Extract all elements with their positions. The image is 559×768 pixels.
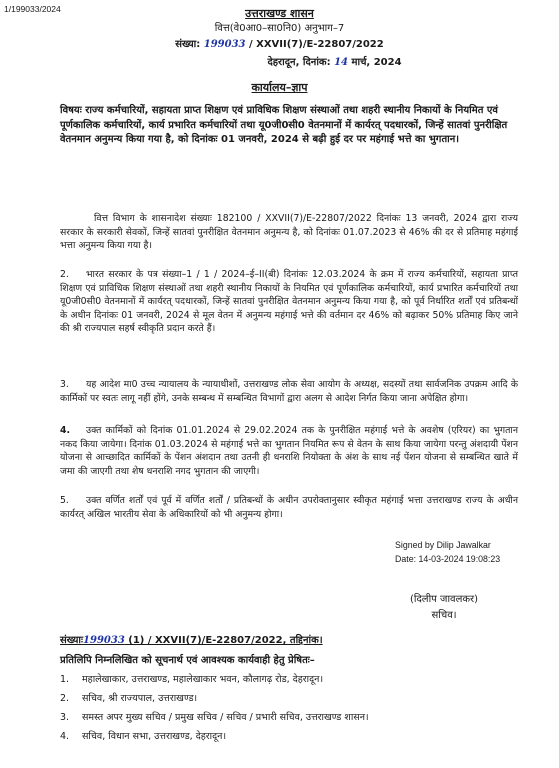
copy-ref-suffix: (1) / XXVII(7)/E-22807/2022, तद्दिनांक। (124, 635, 323, 646)
paragraph-number: 4. (60, 425, 71, 436)
copy-heading: प्रतिलिपि निम्नलिखित को सूचनार्थ एवं आवश्यक कार्यवाही हेतु प्रेषितः– (60, 655, 315, 666)
paragraph-4 (60, 424, 518, 478)
paragraph-2 (60, 268, 518, 336)
reference-number (0, 36, 559, 50)
paragraph-3 (60, 378, 518, 405)
place-date-prefix: देहरादून, दिनांक: (267, 57, 331, 68)
paragraph-number: 3. (60, 379, 69, 390)
document-id: 1/199033/2024 (4, 4, 61, 14)
signature-date: Date: 14-03-2024 19:08:23 (395, 554, 501, 564)
paragraph-5 (60, 494, 518, 521)
handwritten-date: 14 (334, 57, 349, 68)
paragraph-number: 2. (60, 269, 69, 280)
paragraph-text: वित्त विभाग के शासनादेश संख्याः 182100 / XXVII(7)/E-22807/2022 दिनांकः 13 जनवरी, 2024 द्वारा राज्य सरकार के सरकारी सेवकों, जिन्हें सातवां पुनरीक्षित वेतनमान अनुमन्य है, को दिनांकः 01.07.2023 से 46% की दर से प्रतिमाह महंगाई भत्ता अनुमन्य किया गया है। (60, 213, 518, 252)
reference-prefix: संख्या: (175, 39, 201, 50)
digital-signature-block (395, 538, 500, 566)
place-date-suffix: मार्च, 2024 (351, 57, 402, 68)
handwritten-ref-number: 199033 (203, 39, 246, 50)
signatory-designation: सचिव। (431, 610, 457, 621)
list-item: 4. सचिव, विधान सभा, उत्तराखण्ड, देहरादून। (60, 731, 227, 742)
copy-reference-number (60, 632, 323, 646)
reference-suffix: / XXVII(7)/E-22807/2022 (248, 39, 384, 50)
section-name: वित्त(वे0आ0–सा0नि0) अनुभाग–7 (214, 23, 345, 34)
list-item: 3. समस्त अपर मुख्य सचिव / प्रमुख सचिव / सचिव / प्रभारी सचिव, उत्तराखण्ड शासन। (60, 712, 369, 723)
subject: विषयः राज्य कर्मचारियों, सहायता प्राप्त शिक्षण एवं प्राविधिक शिक्षण संस्थाओं तथा शहरी स्थानीय निकायों के नियमित एवं पूर्णकालिक कर्मचारियों, कार्य प्रभारित कर्मचारियों तथा यू0जी0सी0 वेतनमानों में कार्यरत् पदधारकों, जिन्हें सातवां पुनरीक्षित वेतनमान अनुमन्य किया गया है, को दिनांकः 01 जनवरी, 2024 से बढ़ी हुई दर पर महंगाई भत्ते का भुगतान। (60, 105, 508, 145)
government-name: उत्तराखण्ड शासन (245, 7, 314, 20)
place-date (0, 54, 559, 68)
paragraph-1 (60, 212, 518, 253)
signatory-block (410, 592, 478, 624)
copy-ref-prefix: संख्याः (60, 635, 84, 646)
signed-by: Signed by Dilip Jawalkar (395, 540, 491, 550)
copy-recipient-list (60, 670, 520, 746)
document-title: कार्यालय–ज्ञाप (251, 81, 308, 94)
paragraph-text: उक्त कार्मिकों को दिनांक 01.01.2024 से 29.02.2024 तक के पुनरीक्षित महंगाई भत्ते के अवशेष (एरियर) का भुगतान नकद किया जायेगा। दिनांक 01.03.2024 से महंगाई भत्ते का भुगतान नियमित रूप से वेतन के साथ किया जायेगा परन्तु अंशदायी पेंशन योजना से आच्छादित कार्मिकों के पेंशन अंशदान तथा उतनी ही धनराशि नियोक्ता के अंश के साथ नई पेंशन योजना से सम्बन्धित खाते में जमा की जाएगी तथा शेष धनराशि नगद भुगतान की जाएगी। (60, 425, 518, 477)
paragraph-text: उक्त वर्णित शर्तों एवं पूर्व में वर्णित शर्तों / प्रतिबन्धों के अधीन उपरोक्तानुसार स्वीकृत महंगाई भत्ता उत्तराखण्ड राज्य के अधीन कार्यरत् अखिल भारतीय सेवा के अधिकारियों को भी अनुमन्य होगा। (60, 495, 518, 520)
paragraph-text: यह आदेश मा0 उच्च न्यायालय के न्यायाधीशों, उत्तराखण्ड लोक सेवा आयोग के अध्यक्ष, सदस्यों तथा सार्वजनिक उपक्रम आदि के कार्मिकों पर स्वतः लागू नहीं होंगे, उनके सम्बन्ध में सम्बन्धित विभागों द्वारा अलग से आदेश निर्गत किया जाना अपेक्षित होगा। (60, 379, 518, 404)
list-item: 2. सचिव, श्री राज्यपाल, उत्तराखण्ड। (60, 693, 198, 704)
list-item: 1. महालेखाकार, उत्तराखण्ड, महालेखाकार भवन, कौलागढ़ रोड, देहरादून। (60, 674, 324, 685)
handwritten-copy-ref: 199033 (83, 635, 125, 646)
paragraph-text: भारत सरकार के पत्र संख्या–1 / 1 / 2024–ई–II(बी) दिनांकः 12.03.2024 के क्रम में राज्य कर्मचारियों, सहायता प्राप्त शिक्षण एवं प्राविधिक शिक्षण संस्थाओं तथा शहरी स्थानीय निकायों के नियमित एवं पूर्णकालिक कर्मचारियों, कार्य प्रभारित कर्मचारियों तथा यू0जी0सी0 वेतनमानों में कार्यरत् पदधारकों, जिन्हें सातवां पुनरीक्षित वेतनमान अनुमन्य किया गया है, को पूर्व निर्धारित शर्तों एवं प्रतिबन्धों के अधीन दिनांकः 01 जनवरी, 2024 से मूल वेतन में अनुमन्य महंगाई भत्ते की वर्तमान दर 46% को बढ़ाकर 50% प्रतिमाह किए जाने की श्री राज्यपाल सहर्ष स्वीकृति प्रदान करते हैं। (60, 269, 518, 335)
paragraph-number: 5. (60, 495, 69, 506)
signatory-name: (दिलीप जावलकर) (410, 594, 479, 605)
